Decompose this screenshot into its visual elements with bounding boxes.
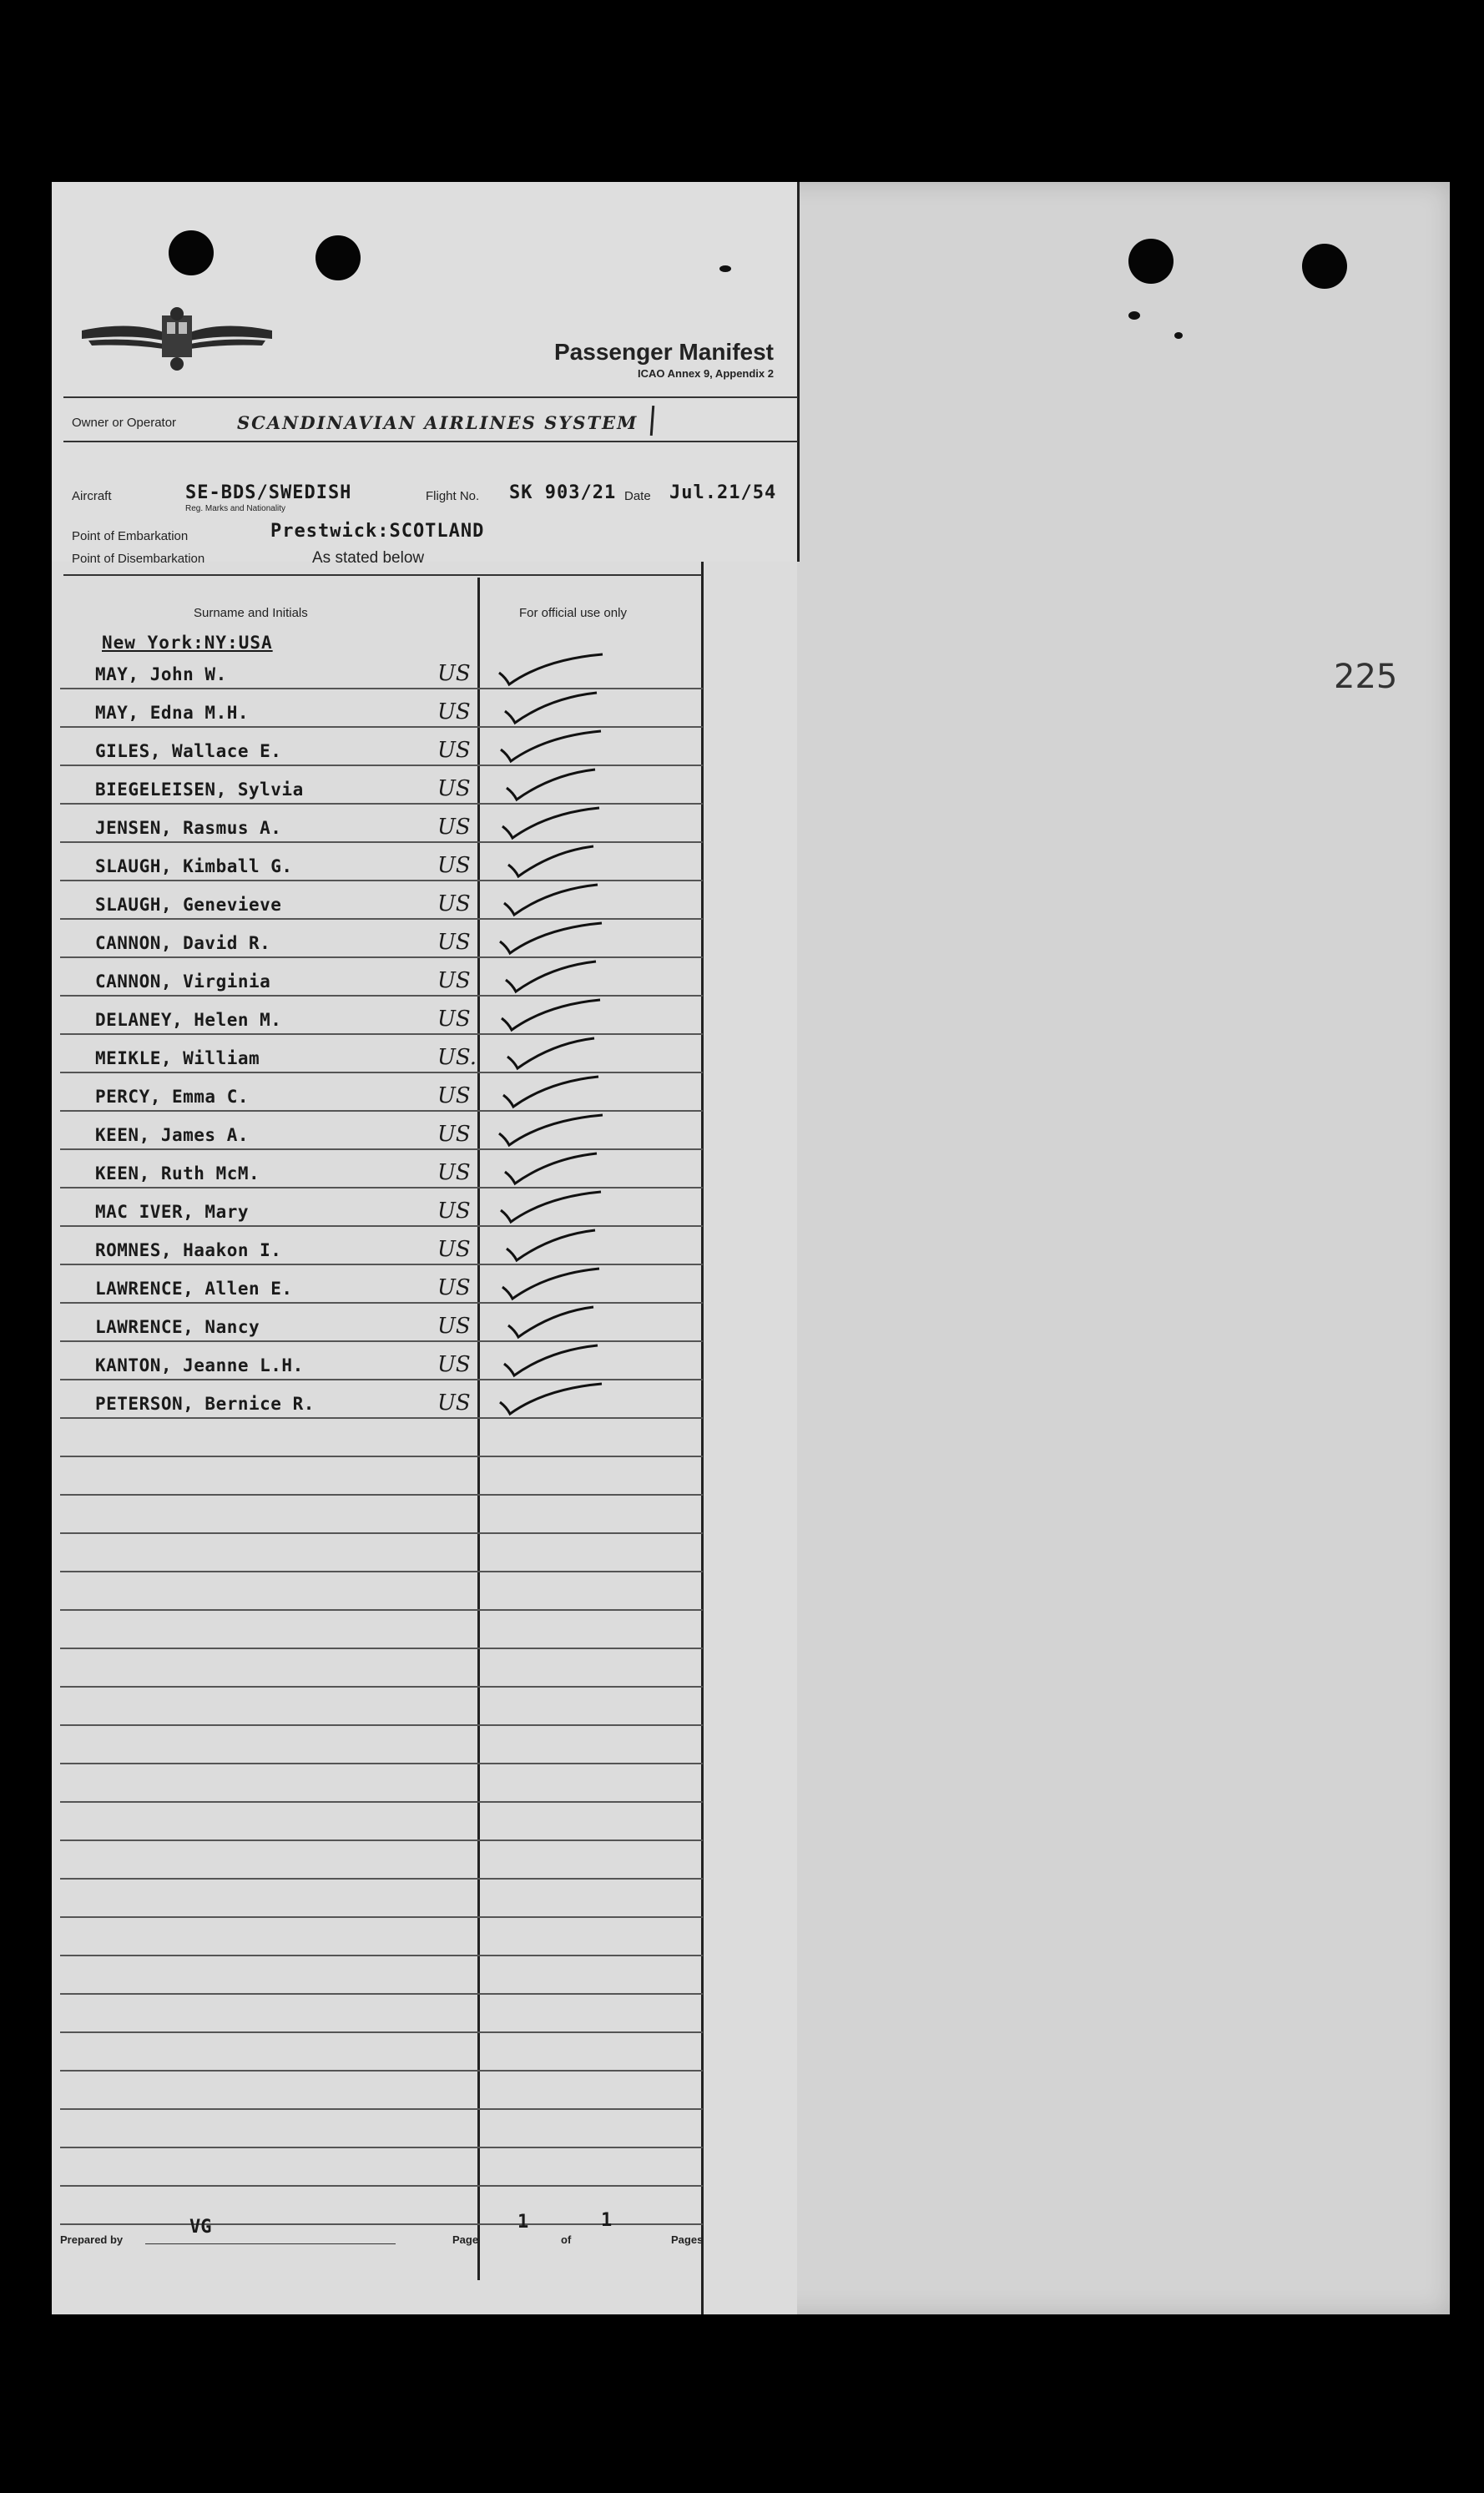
passenger-nationality: US [437, 1390, 471, 1416]
table-row [60, 1187, 703, 1227]
check-mark-icon [494, 1108, 611, 1150]
divider [63, 396, 798, 398]
page-value: 1 [517, 2212, 529, 2233]
manifest-title: Passenger Manifest [554, 339, 774, 365]
check-mark-icon [494, 1377, 611, 1419]
table-row [60, 649, 703, 689]
aircraft-label: Aircraft [72, 489, 112, 503]
manifest-sheet [52, 182, 1450, 2314]
flight-value: SK 903/21 [509, 482, 617, 503]
passenger-name: SLAUGH, Kimball G. [95, 856, 293, 876]
page-label: Page [452, 2233, 479, 2246]
table-row [60, 803, 703, 843]
check-mark-icon [494, 724, 611, 766]
table-row [60, 841, 703, 881]
table-row [60, 995, 703, 1035]
flight-label: Flight No. [426, 489, 480, 503]
divider [63, 574, 702, 576]
table-row [60, 1148, 703, 1188]
speck [1174, 332, 1183, 339]
divider [63, 441, 798, 442]
passenger-name: LAWRENCE, Allen E. [95, 1279, 293, 1299]
embark-value: Prestwick:SCOTLAND [270, 521, 485, 542]
passenger-nationality: US [437, 1122, 471, 1147]
passenger-name: LAWRENCE, Nancy [95, 1317, 260, 1337]
check-mark-icon [494, 1070, 611, 1112]
empty-row [60, 1571, 703, 1611]
empty-row [60, 1494, 703, 1534]
owner-value: SCANDINAVIAN AIRLINES SYSTEM [237, 412, 639, 433]
manifest-form [52, 182, 797, 2314]
check-mark-icon [494, 1339, 611, 1380]
passenger-nationality: US [437, 1275, 471, 1300]
table-row [60, 1225, 703, 1265]
passenger-nationality: US [437, 1237, 471, 1262]
empty-row [60, 1686, 703, 1726]
check-mark-icon [494, 993, 611, 1035]
owner-label: Owner or Operator [72, 416, 177, 430]
table-row [60, 1340, 703, 1380]
check-mark-icon [494, 1147, 611, 1188]
empty-row [60, 1456, 703, 1496]
passenger-name: CANNON, Virginia [95, 971, 271, 992]
check-mark-icon [494, 1224, 611, 1265]
passenger-name: MAC IVER, Mary [95, 1202, 250, 1222]
empty-row [60, 1801, 703, 1841]
passenger-name: CANNON, David R. [95, 933, 271, 953]
passenger-nationality: US [437, 1199, 471, 1224]
empty-row [60, 1724, 703, 1764]
passenger-name: PERCY, Emma C. [95, 1087, 250, 1107]
date-value: Jul.21/54 [669, 482, 777, 503]
empty-row [60, 1839, 703, 1880]
footer-underline [145, 2243, 396, 2244]
empty-row [60, 1532, 703, 1572]
name-column-header: Surname and Initials [194, 606, 308, 620]
date-label: Date [624, 489, 651, 503]
speck [1128, 311, 1140, 320]
embark-label: Point of Embarkation [72, 529, 189, 543]
empty-row [60, 2070, 703, 2110]
punch-hole [1302, 244, 1347, 289]
punch-hole [169, 230, 214, 275]
empty-row [60, 1878, 703, 1918]
passenger-nationality: US [437, 1160, 471, 1185]
check-mark-icon [494, 763, 611, 805]
passenger-nationality: US. [437, 1045, 477, 1070]
passenger-nationality: US [437, 930, 471, 955]
passenger-name: DELANEY, Helen M. [95, 1010, 282, 1030]
disembark-value: As stated below [312, 549, 425, 567]
empty-row [60, 2108, 703, 2148]
passenger-nationality: US [437, 853, 471, 878]
passenger-name: ROMNES, Haakon I. [95, 1240, 282, 1260]
passenger-nationality: US [437, 776, 471, 801]
pages-label: Pages [671, 2233, 704, 2246]
empty-row [60, 2147, 703, 2187]
table-row [60, 1302, 703, 1342]
table-row [60, 1110, 703, 1150]
empty-row [60, 1955, 703, 1995]
passenger-nationality: US [437, 891, 471, 916]
passenger-nationality: US [437, 1083, 471, 1108]
passenger-name: MAY, John W. [95, 664, 227, 684]
table-row [60, 918, 703, 958]
airline-logo-icon [80, 305, 274, 372]
official-column-header: For official use only [519, 606, 627, 620]
empty-row [60, 1417, 703, 1457]
passenger-name: KEEN, Ruth McM. [95, 1163, 260, 1183]
table-row [60, 765, 703, 805]
manifest-subtitle: ICAO Annex 9, Appendix 2 [637, 367, 774, 380]
passenger-name: BIEGELEISEN, Sylvia [95, 780, 304, 800]
empty-row [60, 1763, 703, 1803]
empty-row [60, 2031, 703, 2072]
destination: New York:NY:USA [102, 633, 273, 653]
passenger-nationality: US [437, 1352, 471, 1377]
table-row [60, 1379, 703, 1419]
passenger-nationality: US [437, 661, 471, 686]
passenger-name: SLAUGH, Genevieve [95, 895, 282, 915]
passenger-name: KANTON, Jeanne L.H. [95, 1355, 304, 1375]
aircraft-value: SE-BDS/SWEDISH [185, 482, 352, 503]
check-mark-icon [494, 801, 611, 843]
empty-row [60, 1916, 703, 1956]
of-value: 1 [601, 2210, 613, 2231]
empty-row [60, 1648, 703, 1688]
empty-row [60, 1609, 703, 1649]
passenger-nationality: US [437, 1007, 471, 1032]
passenger-nationality: US [437, 738, 471, 763]
passenger-nationality: US [437, 699, 471, 724]
empty-row [60, 1993, 703, 2033]
stamp-number: 225 [1334, 658, 1398, 696]
passenger-name: KEEN, James A. [95, 1125, 250, 1145]
check-mark-icon [494, 878, 611, 920]
of-label: of [561, 2233, 572, 2246]
check-mark-icon [494, 1300, 611, 1342]
passenger-name: PETERSON, Bernice R. [95, 1394, 315, 1414]
table-row [60, 1033, 703, 1073]
table-row [60, 1072, 703, 1112]
table-row [60, 688, 703, 728]
check-mark-icon [494, 648, 611, 689]
prepared-label: Prepared by [60, 2233, 124, 2246]
speck [719, 265, 731, 272]
check-mark-icon [494, 955, 611, 997]
table-row [60, 726, 703, 766]
punch-hole [315, 235, 361, 280]
punch-hole [1128, 239, 1174, 284]
passenger-name: JENSEN, Rasmus A. [95, 818, 282, 838]
passenger-name: MAY, Edna M.H. [95, 703, 250, 723]
passenger-nationality: US [437, 1314, 471, 1339]
passenger-nationality: US [437, 815, 471, 840]
table-row [60, 956, 703, 997]
passenger-name: MEIKLE, William [95, 1048, 260, 1068]
disembark-label: Point of Disembarkation [72, 552, 205, 566]
check-mark-icon [494, 686, 611, 728]
prepared-value: VG [189, 2217, 212, 2238]
check-mark-icon [494, 1032, 611, 1073]
passenger-nationality: US [437, 968, 471, 993]
table-row [60, 880, 703, 920]
table-row [60, 1264, 703, 1304]
check-mark-icon [494, 1185, 611, 1227]
check-mark-icon [494, 916, 611, 958]
aircraft-sublabel: Reg. Marks and Nationality [185, 504, 286, 513]
check-mark-icon [494, 840, 611, 881]
check-mark-icon [494, 1262, 611, 1304]
passenger-name: GILES, Wallace E. [95, 741, 282, 761]
